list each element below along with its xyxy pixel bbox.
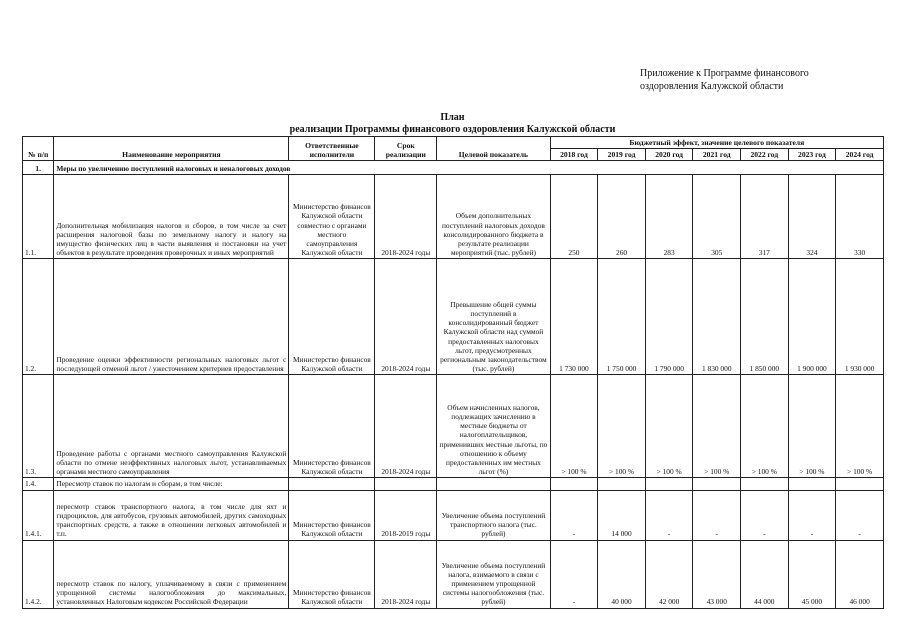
row-value: 1 830 000 — [693, 259, 741, 375]
document-title: План — [440, 112, 465, 123]
row-num: 1.2. — [23, 259, 54, 375]
row-value: 1 900 000 — [788, 259, 836, 375]
row-value: 46 000 — [836, 540, 884, 608]
table-row — [23, 540, 884, 608]
row-num: 1.4. — [23, 478, 54, 490]
row-value: 43 000 — [693, 540, 741, 608]
row-value: > 100 % — [550, 375, 598, 478]
row-value: 1 750 000 — [598, 259, 646, 375]
row-term: 2018-2024 годы — [375, 540, 437, 608]
header-target: Целевой показатель — [437, 137, 550, 161]
row-value: 317 — [741, 175, 789, 259]
row-resp: Министерство финансов Калужской области — [289, 375, 375, 478]
row-value: 42 000 — [645, 540, 693, 608]
row-value: > 100 % — [645, 375, 693, 478]
row-value: 1 730 000 — [550, 259, 598, 375]
row-resp: Министерство финансов Калужской области — [289, 490, 375, 540]
row-value: > 100 % — [741, 375, 789, 478]
row-value: 250 — [550, 175, 598, 259]
row-value: 305 — [693, 175, 741, 259]
header-year: 2024 год — [836, 149, 884, 161]
row-value: 44 000 — [741, 540, 789, 608]
document-subtitle: реализации Программы финансового оздоровления Калужской области — [289, 124, 616, 135]
header-year: 2021 год — [693, 149, 741, 161]
row-term: 2018-2024 годы — [375, 175, 437, 259]
table-row — [23, 490, 884, 540]
table-row — [23, 375, 884, 478]
row-value: 1 850 000 — [741, 259, 789, 375]
row-value: - — [788, 490, 836, 540]
row-target: Объем дополнительных поступлений налоговых доходов консолидированного бюджета в результате реализации мероприятий (тыс. рублей) — [437, 175, 550, 259]
row-name: пересмотр ставок по налогу, уплачиваемому в связи с применением упрощенной системы налогообложения до максимальных, установленных Налоговым кодексом Российской Федерации — [54, 540, 289, 608]
row-name: Проведение работы с органами местного самоуправления Калужской области по отмене неэффективных налоговых льгот, устанавливаемых органами местного самоуправления — [54, 375, 289, 478]
row-name: Пересмотр ставок по налогам и сборам, в том числе: — [54, 478, 289, 490]
section-num: 1. — [23, 161, 54, 175]
table-row — [23, 478, 884, 490]
header-name: Наименование мероприятия — [54, 137, 289, 161]
header-num: № п/п — [23, 137, 54, 161]
row-value: 330 — [836, 175, 884, 259]
row-value: - — [836, 490, 884, 540]
header-term: Срок реализации — [375, 137, 437, 161]
row-value: - — [741, 490, 789, 540]
row-value: 260 — [598, 175, 646, 259]
section-row — [23, 161, 884, 175]
row-num: 1.4.2. — [23, 540, 54, 608]
header-year: 2018 год — [550, 149, 598, 161]
row-value: 1 930 000 — [836, 259, 884, 375]
table-row — [23, 259, 884, 375]
row-num: 1.1. — [23, 175, 54, 259]
row-name: пересмотр ставок транспортного налога, в том числе для яхт и гидроциклов, для автобусов, грузовых автомобилей, других самоходных транспортных средств, а также в отношении легковых автомобилей и т.п. — [54, 490, 289, 540]
row-target: Увеличение объема поступлений транспортного налога (тыс. рублей) — [437, 490, 550, 540]
row-value: - — [645, 490, 693, 540]
row-num: 1.3. — [23, 375, 54, 478]
row-value: 14 000 — [598, 490, 646, 540]
header-year: 2019 год — [598, 149, 646, 161]
row-value: 283 — [645, 175, 693, 259]
row-value: - — [550, 540, 598, 608]
row-target: Превышение общей суммы поступлений в консолидированный бюджет Калужской области над суммой предоставленных налоговых льгот, предусмотренных региональным законодательством (тыс. рублей) — [437, 259, 550, 375]
section-title: Меры по увеличению поступлений налоговых и неналоговых доходов — [54, 161, 884, 175]
table-row — [23, 175, 884, 259]
row-value: > 100 % — [836, 375, 884, 478]
plan-table — [22, 136, 884, 609]
row-resp: Министерство финансов Калужской области — [289, 540, 375, 608]
header-resp: Ответственные исполнители — [289, 137, 375, 161]
row-value: 1 790 000 — [645, 259, 693, 375]
appendix-line-1: Приложение к Программе финансового — [640, 68, 809, 79]
header-year: 2022 год — [741, 149, 789, 161]
appendix-note — [640, 67, 880, 93]
row-value: > 100 % — [693, 375, 741, 478]
row-term: 2018-2024 годы — [375, 259, 437, 375]
row-value: 40 000 — [598, 540, 646, 608]
header-effect: Бюджетный эффект, значение целевого показателя — [550, 137, 883, 149]
row-name: Проведение оценки эффективности региональных налоговых льгот с последующей отменой льгот / ужесточением критериев предоставления — [54, 259, 289, 375]
row-target: Объем начисленных налогов, подлежащих зачислению в местные бюджеты от налогоплательщиков, применивших местные льготы, по отношению к объему предоставленных им местных льгот (%) — [437, 375, 550, 478]
row-value: > 100 % — [598, 375, 646, 478]
row-num: 1.4.1. — [23, 490, 54, 540]
row-term: 2018-2019 годы — [375, 490, 437, 540]
row-value: - — [693, 490, 741, 540]
row-value: 324 — [788, 175, 836, 259]
header-year: 2020 год — [645, 149, 693, 161]
row-resp: Министерство финансов Калужской области — [289, 259, 375, 375]
row-value: 45 000 — [788, 540, 836, 608]
row-target: Увеличение объема поступлений налога, взимаемого в связи с применением упрощенной системы налогообложения (тыс. рублей) — [437, 540, 550, 608]
appendix-line-2: оздоровления Калужской области — [640, 81, 784, 92]
row-value: > 100 % — [788, 375, 836, 478]
header-year: 2023 год — [788, 149, 836, 161]
row-name: Дополнительная мобилизация налогов и сборов, в том числе за счет расширения налоговой базы по земельному налогу и налогу на имущество физических лиц в части выявления и постановки на учет объектов в результате проведения проверочных и иных мероприятий — [54, 175, 289, 259]
row-term: 2018-2024 годы — [375, 375, 437, 478]
row-value: - — [550, 490, 598, 540]
row-resp: Министерство финансов Калужской области совместно с органами местного самоуправления Калужской области — [289, 175, 375, 259]
